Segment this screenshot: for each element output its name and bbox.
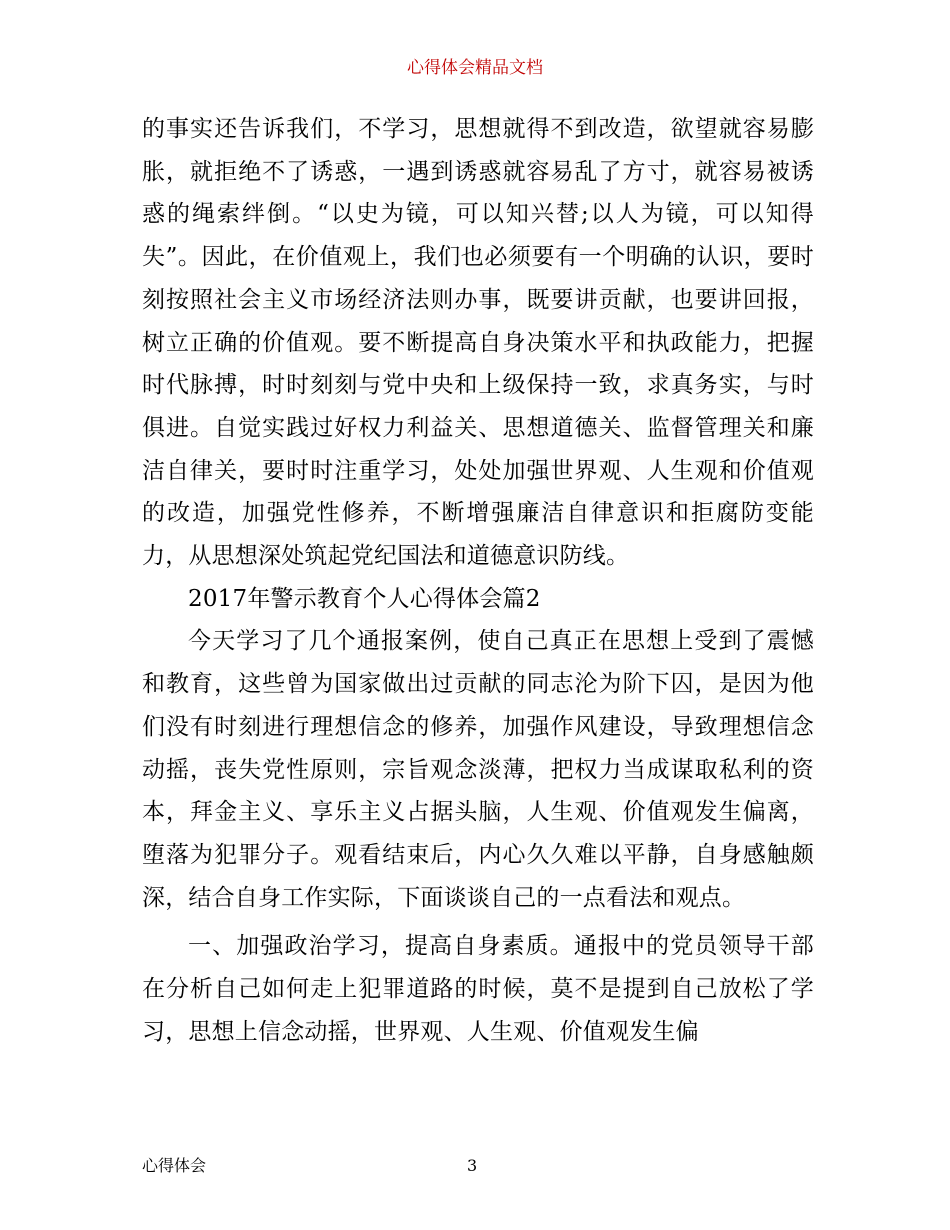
page-header-title: 心得体会精品文档 xyxy=(407,58,543,78)
paragraph-point-one: 一、加强政治学习，提高自身素质。通报中的党员领导干部在分析自己如何走上犯罪道路的时候，莫不是提到自己放松了学习，思想上信念动摇，世界观、人生观、价值观发生偏 xyxy=(142,933,814,1045)
paragraph-continuation: 的事实还告诉我们，不学习，思想就得不到改造，欲望就容易膨胀，就拒绝不了诱惑，一遇到诱惑就容易乱了方寸，就容易被诱惑的绳索绊倒。“以史为镜，可以知兴替;以人为镜，可以知得失”。因此，在价值观上，我们也必须要有一个明确的认识，要时刻按照社会主义市场经济法则办事，既要讲贡献，也要讲回报，树立正确的价值观。要不断提高自身决策水平和执政能力，把握时代脉搏，时时刻刻与党中央和上级保持一致，求真务实，与时俱进。自觉实践过好权力利益关、思想道德关、监督管理关和廉洁自律关，要时时注重学习，处处加强世界观、人生观和价值观的改造，加强党性修养，不断增强廉洁自律意识和拒腐防变能力，从思想深处筑起党纪国法和道德意识防线。 xyxy=(142,116,814,570)
footer-label: 心得体会 xyxy=(142,1156,207,1175)
section-heading: 2017年警示教育个人心得体会篇2 xyxy=(188,585,541,612)
page-footer xyxy=(142,1154,814,1178)
footer-page-number: 3 xyxy=(467,1156,478,1175)
document-body xyxy=(142,108,814,1053)
paragraph-intro: 今天学习了几个通报案例，使自己真正在思想上受到了震憾和教育，这些曾为国家做出过贡献的同志沦为阶下囚，是因为他们没有时刻进行理想信念的修养，加强作风建设，导致理想信念动摇，丧失党性原则，宗旨观念淡薄，把权力当成谋取私利的资本，拜金主义、享乐主义占据头脑，人生观、价值观发生偏离，堕落为犯罪分子。观看结束后，内心久久难以平静，自身感触颇深，结合自身工作实际，下面谈谈自己的一点看法和观点。 xyxy=(142,628,814,911)
